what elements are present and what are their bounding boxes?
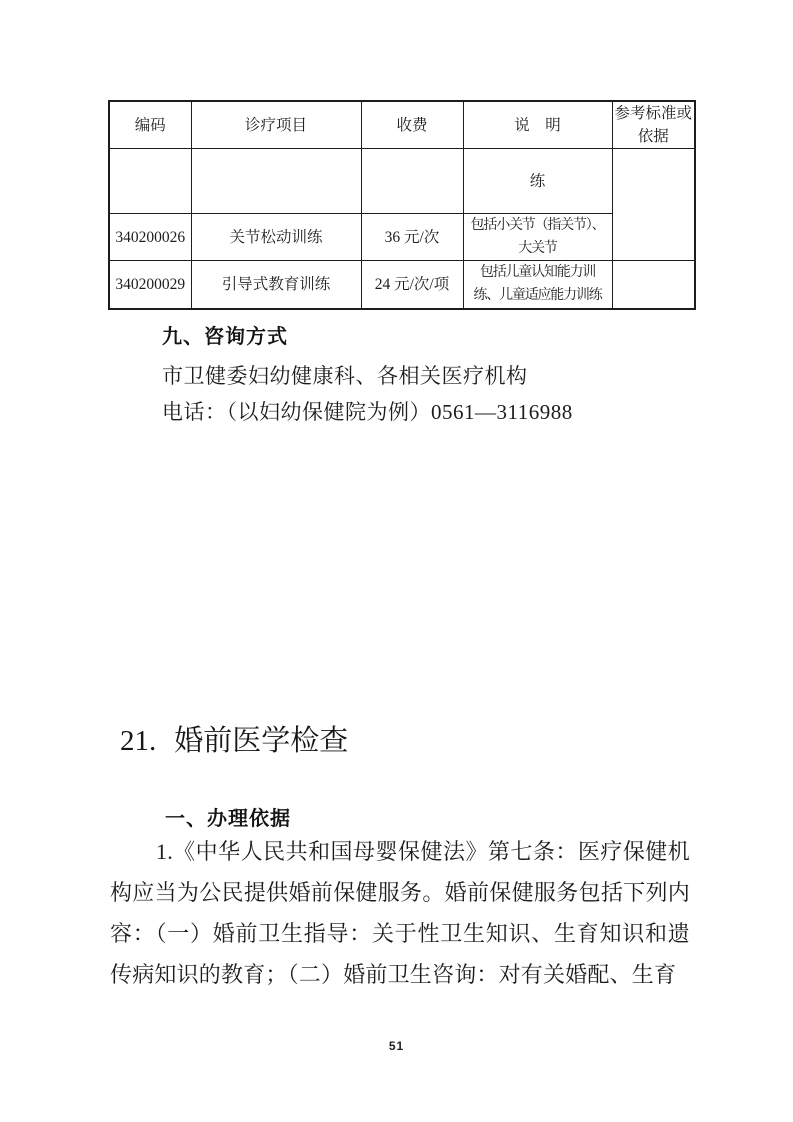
col-header-item: 诊疗项目 (191, 101, 361, 149)
cell-item (191, 149, 361, 214)
cell-note (463, 261, 612, 309)
consult-phone-line: 电话：（以妇幼保健院为例）0561—3116988 (162, 400, 573, 424)
chapter-number: 21. (120, 725, 157, 757)
fee-table (108, 100, 696, 310)
col-header-fee: 收费 (361, 101, 463, 149)
cell-note: 练 (463, 149, 612, 214)
table-row (109, 214, 695, 261)
cell-fee: 36 元/次 (361, 214, 463, 261)
table-header-row (109, 101, 695, 149)
col-header-reference: 参考标准或依据 (612, 101, 695, 149)
note-line: 大关节 (518, 241, 557, 256)
chapter-title (120, 718, 348, 759)
table-row-continuation (109, 149, 695, 214)
note-line: 练、儿童适应能力训练 (473, 288, 602, 304)
cell-note (463, 214, 612, 261)
basis-paragraph: 1.《中华人民共和国母婴保健法》第七条：医疗保健机构应当为公民提供婚前保健服务。婚前保健服务包括下列内容：（一）婚前卫生指导：关于性卫生知识、生育知识和遗传病知识的教育；（二）婚前卫生咨询：对有关婚配、生育 (110, 839, 690, 987)
cell-item: 关节松动训练 (191, 214, 361, 261)
cell-reference (612, 261, 695, 309)
note-line: 包括儿童认知能力训 (479, 265, 596, 281)
cell-fee: 24 元/次/项 (361, 261, 463, 309)
cell-code: 340200026 (109, 214, 191, 261)
note-line: 包括小关节（指关节）、 (470, 218, 605, 233)
cell-code (109, 149, 191, 214)
cell-item: 引导式教育训练 (191, 261, 361, 309)
cell-code: 340200029 (109, 261, 191, 309)
fee-table-wrapper (108, 100, 694, 310)
col-header-code: 编码 (109, 101, 191, 149)
page-number: 51 (388, 1039, 405, 1053)
consult-organizations-line: 市卫健委妇幼健康科、各相关医疗机构 (162, 364, 528, 388)
section-heading-basis: 一、办理依据 (165, 808, 291, 830)
cell-fee (361, 149, 463, 214)
chapter-title-text: 婚前医学检查 (174, 725, 349, 757)
col-header-note: 说 明 (463, 101, 612, 149)
cell-reference-merged (612, 149, 695, 261)
section-heading-consult: 九、咨询方式 (162, 326, 288, 348)
table-row (109, 261, 695, 309)
